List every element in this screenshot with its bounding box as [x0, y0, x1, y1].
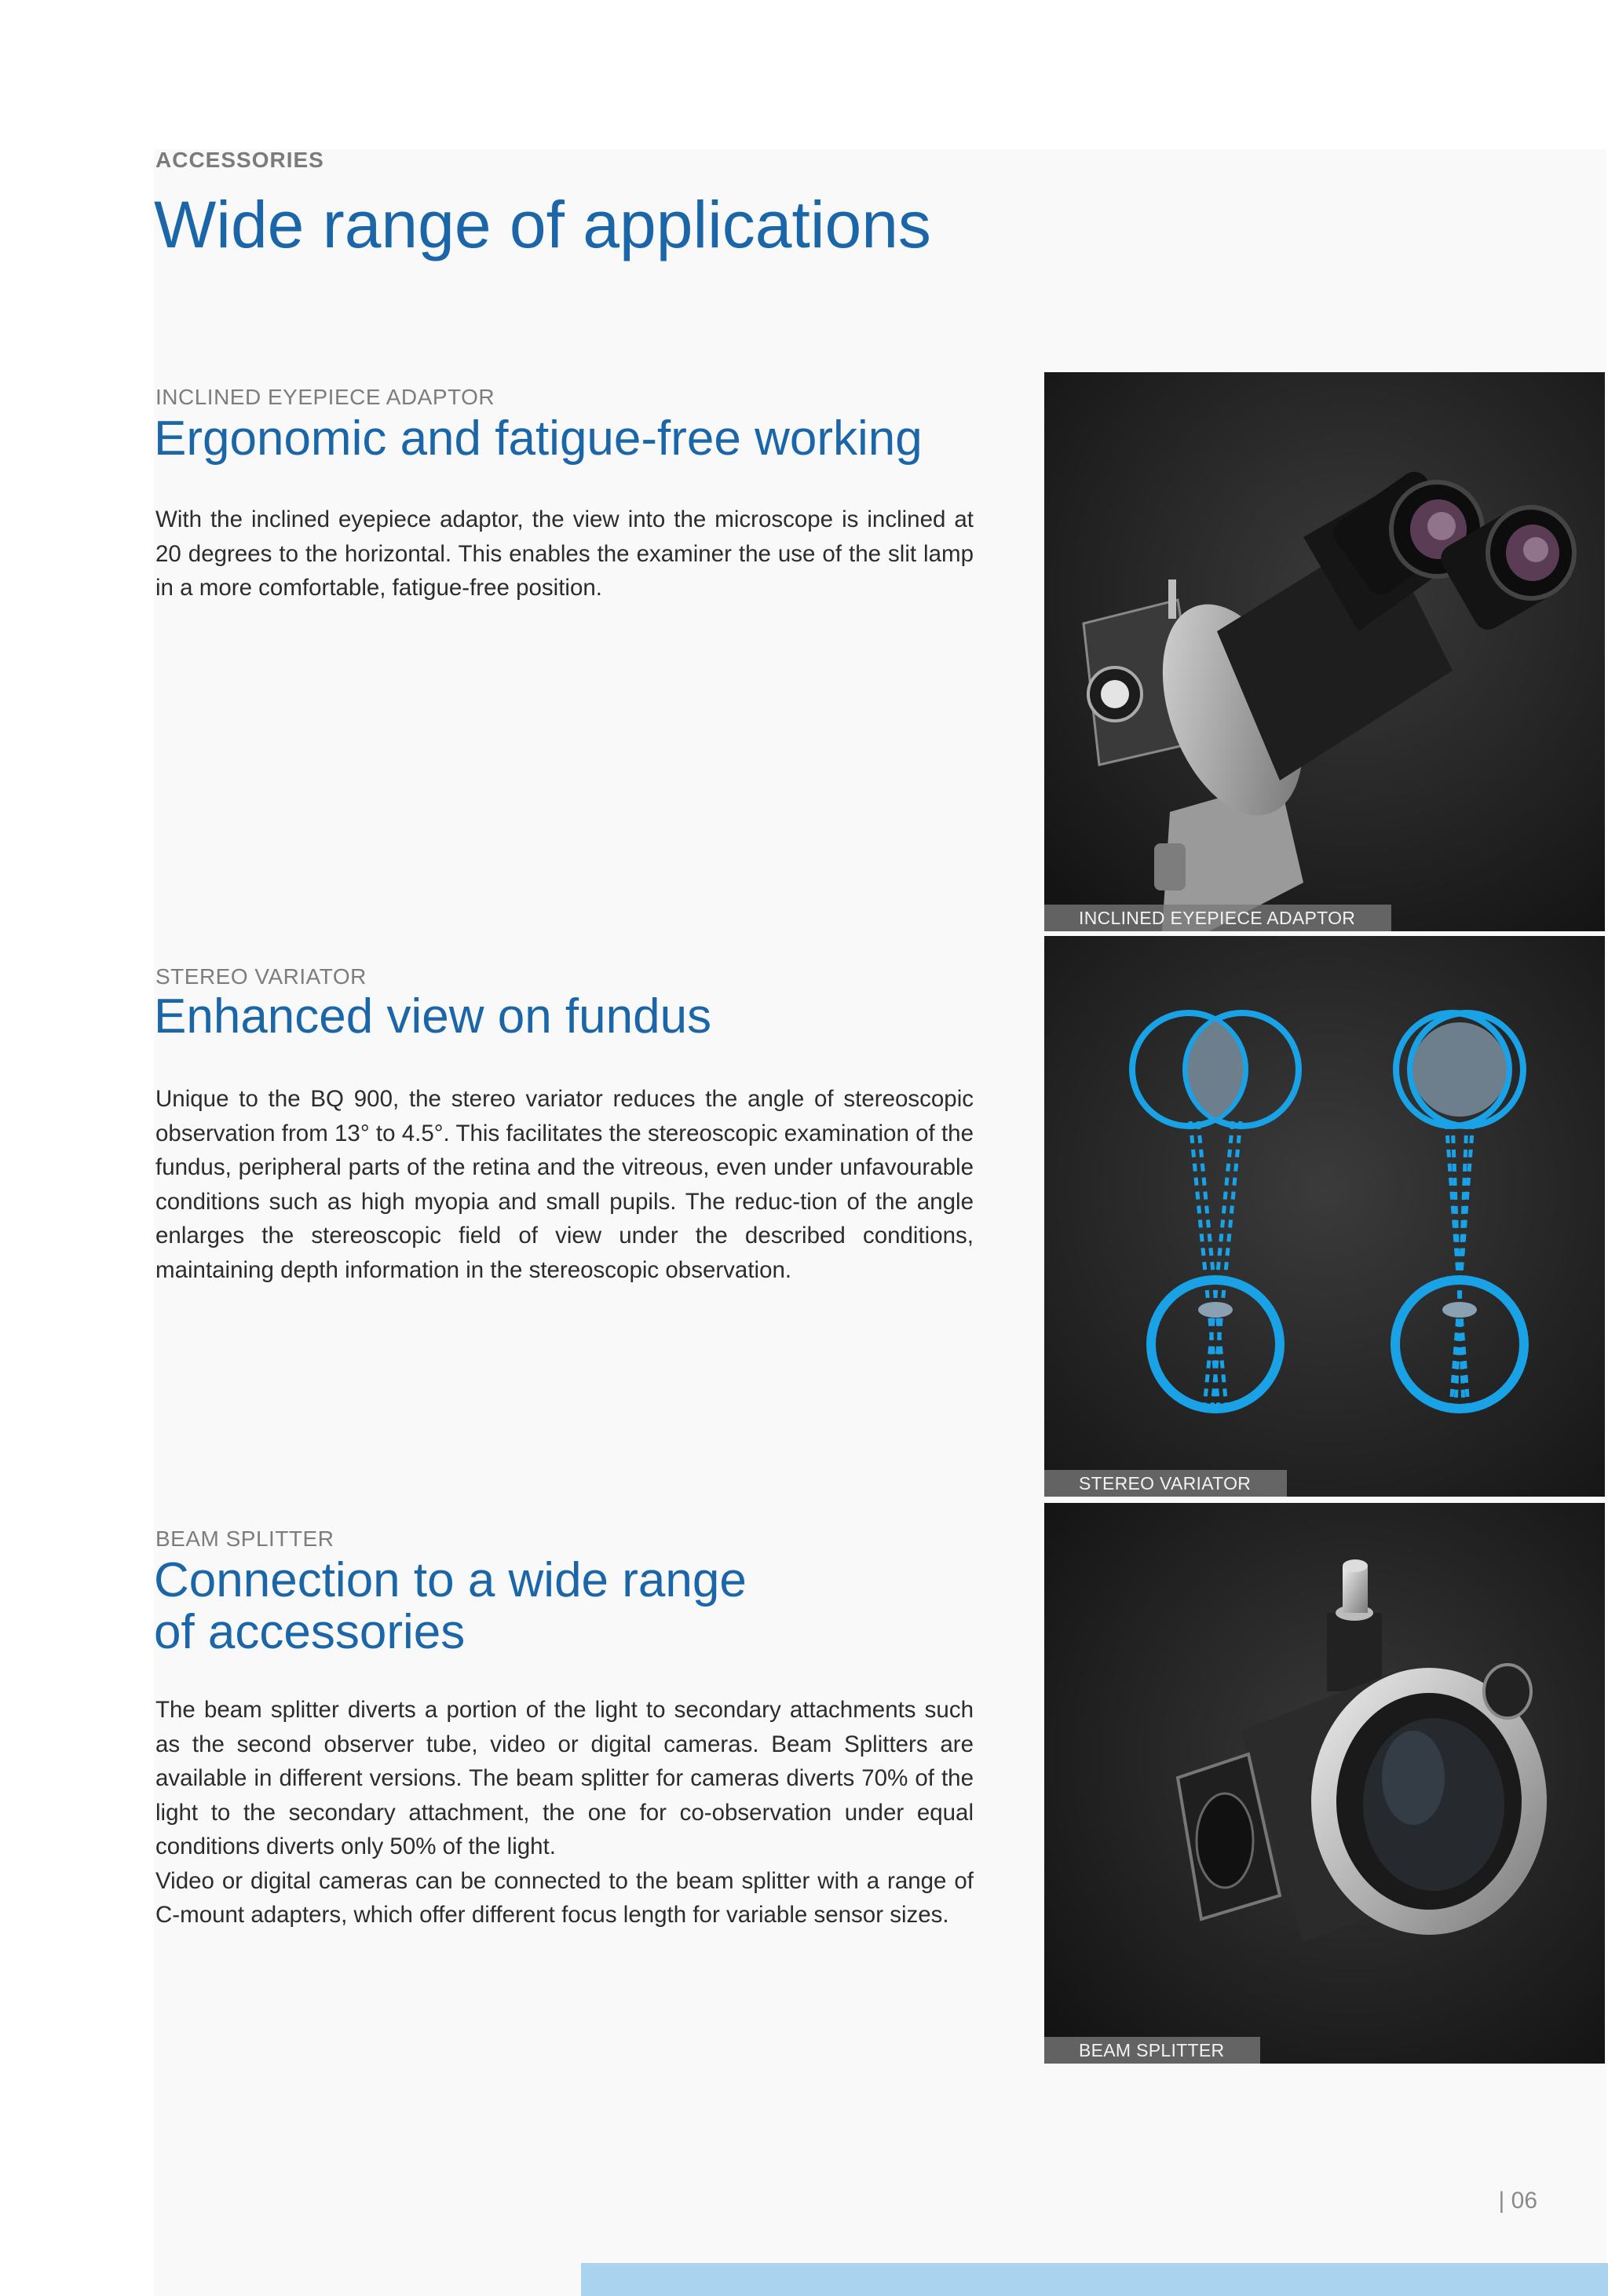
footer-accent-bar: [581, 2263, 1608, 2296]
heading-enhanced-view: [154, 991, 711, 1043]
body-paragraph: With the inclined eyepiece adaptor, the view into the microscope is inclined at 20 degrees to the horizontal. This enables the examiner the use of the slit lamp in a more comfortable, fatigue-free position.: [155, 506, 974, 601]
stereo-variator-diagram: [1044, 936, 1605, 1497]
body-stereo-variator: [155, 1082, 974, 1287]
photo-inclined-eyepiece-adaptor: [1044, 372, 1605, 931]
caption-stereo-variator: STEREO VARIATOR: [1044, 1470, 1287, 1497]
kicker-inclined-eyepiece: INCLINED EYEPIECE ADAPTOR: [155, 385, 495, 409]
kicker-beam-splitter: BEAM SPLITTER: [155, 1526, 334, 1551]
section-eyebrow: ACCESSORIES: [155, 148, 324, 172]
heading-line: Ergonomic and fatigue-free working: [154, 411, 923, 466]
page-title: Wide range of applications: [154, 188, 931, 261]
caption-beam-splitter: BEAM SPLITTER: [1044, 2037, 1260, 2064]
kicker-stereo-variator: STEREO VARIATOR: [155, 964, 367, 989]
heading-connection: [154, 1555, 747, 1658]
body-paragraph: Video or digital cameras can be connected to the beam splitter with a range of C-mount adapters, which offer different focus length for variable sensor sizes.: [155, 1867, 974, 1928]
eyepiece-adaptor-illustration: [1044, 372, 1605, 931]
heading-line: Enhanced view on fundus: [154, 989, 712, 1044]
photo-beam-splitter: [1044, 1503, 1605, 2064]
body-beam-splitter: [155, 1693, 974, 1932]
heading-line: Connection to a wide range: [154, 1553, 747, 1607]
heading-ergonomic: [154, 413, 923, 465]
body-inclined-eyepiece: [155, 503, 974, 605]
beam-splitter-illustration: [1044, 1503, 1605, 2064]
body-paragraph: Unique to the BQ 900, the stereo variator reduces the angle of stereoscopic observation from 13° to 4.5°. This facilitates the stereoscopic examination of the fundus, peripheral parts of the retina and the vitreous, even under unfavourable conditions such as high myopia and small pupils. The reduc-tion of the angle enlarges the stereoscopic field of view under the described conditions, maintaining depth information in the stereoscopic observation.: [155, 1086, 974, 1283]
caption-inclined-eyepiece: INCLINED EYEPIECE ADAPTOR: [1044, 905, 1391, 931]
diagram-stereo-variator: [1044, 936, 1605, 1497]
heading-line: of accessories: [154, 1605, 466, 1659]
body-paragraph: The beam splitter diverts a portion of the light to secondary attachments such as the second observer tube, video or digital cameras. Beam Splitters are available in different versions. The beam splitter for cameras diverts 70% of the light to the secondary attachment, the one for co-observation under equal conditions diverts only 50% of the light.: [155, 1697, 974, 1859]
page-number: | 06: [1498, 2188, 1537, 2214]
